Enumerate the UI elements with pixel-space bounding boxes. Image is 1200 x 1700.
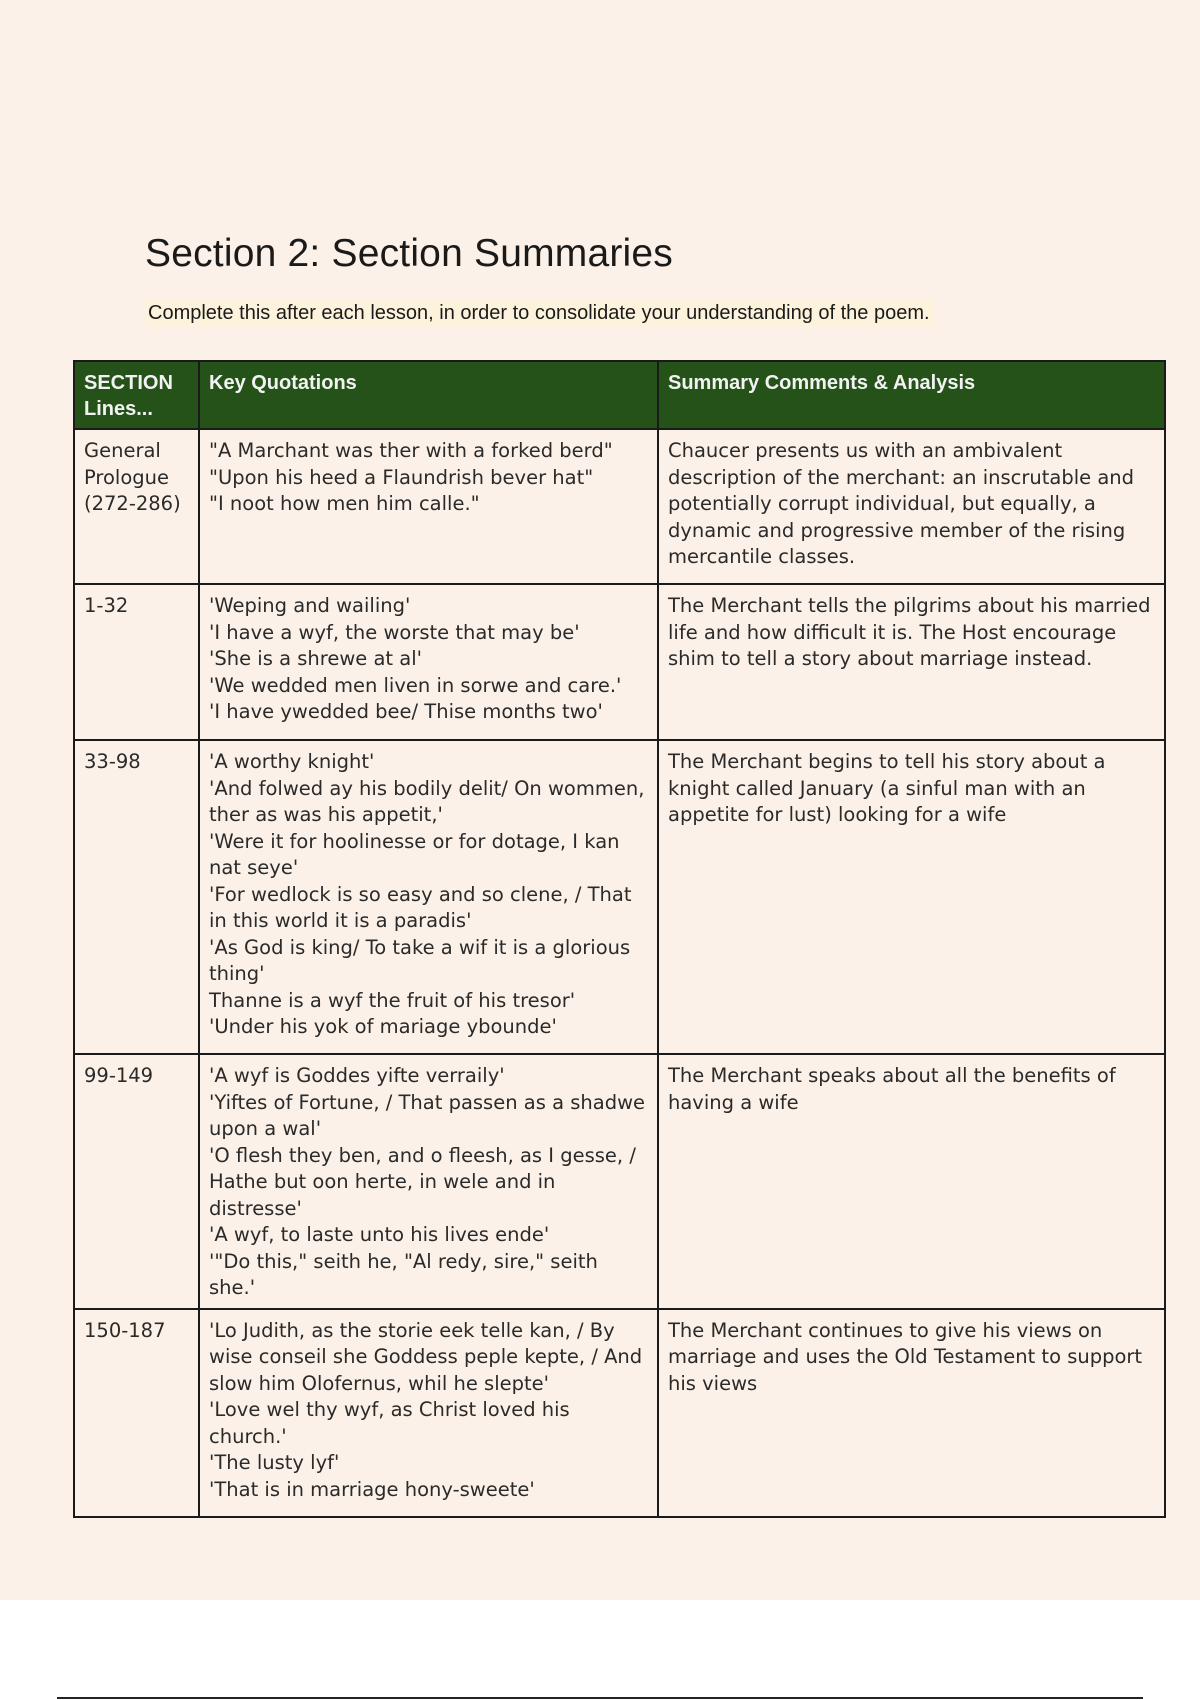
summary-cell: The Merchant speaks about all the benefits of having a wife bbox=[658, 1054, 1165, 1309]
quote: 'For wedlock is so easy and so clene, / That in this world it is a paradis' bbox=[209, 882, 632, 932]
quote: 'The lusty lyf' bbox=[209, 1451, 340, 1474]
section-line: Prologue bbox=[84, 465, 170, 489]
section-summaries-table bbox=[73, 360, 1166, 1518]
quote: 'Yiftes of Fortune, / That passen as a shadwe upon a wal' bbox=[209, 1090, 646, 1140]
summary-cell: The Merchant tells the pilgrims about his married life and how difficult it is. The Host encourage shim to tell a story about marriage instead. bbox=[658, 584, 1165, 740]
page-instructions: Complete this after each lesson, in order to consolidate your understanding of the poem. bbox=[145, 300, 933, 327]
header-section-label: SECTION bbox=[84, 372, 173, 394]
quotes-cell bbox=[199, 429, 658, 584]
quote: 'Were it for hoolinesse or for dotage, I kan nat seye' bbox=[209, 829, 620, 879]
section-line: 150-187 bbox=[84, 1318, 166, 1342]
quote: 'O flesh they ben, and o fleesh, as I gesse, / Hathe but oon herte, in wele and in distresse' bbox=[209, 1143, 636, 1220]
summary-cell: The Merchant continues to give his views on marriage and uses the Old Testament to support his views bbox=[658, 1309, 1165, 1517]
section-cell bbox=[74, 740, 199, 1054]
table-row bbox=[74, 740, 1165, 1054]
table-row bbox=[74, 429, 1165, 584]
quote: 'And folwed ay his bodily delit/ On wommen, ther as was his appetit,' bbox=[209, 776, 645, 826]
footer-divider bbox=[57, 1697, 1143, 1699]
table-row bbox=[74, 1054, 1165, 1309]
summary-cell: Chaucer presents us with an ambivalent description of the merchant: an inscrutable and potentially corrupt individual, but equally, a dynamic and progressive member of the rising mercantile classes. bbox=[658, 429, 1165, 584]
header-summary: Summary Comments & Analysis bbox=[658, 361, 1165, 429]
section-cell bbox=[74, 1054, 199, 1309]
section-cell bbox=[74, 584, 199, 740]
section-line: (272-286) bbox=[84, 492, 181, 515]
page-title: Section 2: Section Summaries bbox=[145, 232, 674, 275]
section-line: 1-32 bbox=[84, 594, 129, 617]
quote: 'She is a shrewe at al' bbox=[209, 647, 422, 670]
quote: 'I have ywedded bee/ Thise months two' bbox=[209, 700, 603, 723]
quotes-cell bbox=[199, 1054, 658, 1309]
quote: 'That is in marriage hony-sweete' bbox=[209, 1477, 535, 1501]
quote: 'Under his yok of mariage ybounde' bbox=[209, 1015, 557, 1038]
quote: '"Do this," seith he, "Al redy, sire," seith she.' bbox=[209, 1249, 598, 1299]
quote: Thanne is a wyf the fruit of his tresor' bbox=[209, 988, 576, 1012]
quotes-cell bbox=[199, 740, 658, 1054]
quote: 'Weping and wailing' bbox=[209, 594, 411, 617]
section-cell bbox=[74, 429, 199, 584]
quote: 'A wyf is Goddes yifte verraily' bbox=[209, 1064, 505, 1087]
header-key-quotations: Key Quotations bbox=[199, 361, 658, 429]
quote: "I noot how men him calle." bbox=[209, 492, 480, 515]
quote: "A Marchant was ther with a forked berd" bbox=[209, 439, 613, 462]
quote: 'A worthy knight' bbox=[209, 750, 375, 773]
table-header-row bbox=[74, 361, 1165, 429]
quotes-cell bbox=[199, 584, 658, 740]
table-row bbox=[74, 1309, 1165, 1517]
table-row bbox=[74, 584, 1165, 740]
quote: 'As God is king/ To take a wif it is a glorious thing' bbox=[209, 935, 631, 985]
quote: 'Love wel thy wyf, as Christ loved his church.' bbox=[209, 1398, 570, 1448]
quote: 'We wedded men liven in sorwe and care.' bbox=[209, 673, 622, 697]
section-line: 33-98 bbox=[84, 750, 141, 773]
section-line: General bbox=[84, 439, 161, 462]
quote: 'A wyf, to laste unto his lives ende' bbox=[209, 1223, 550, 1246]
header-section bbox=[74, 361, 199, 429]
quotes-cell bbox=[199, 1309, 658, 1517]
summary-cell: The Merchant begins to tell his story about a knight called January (a sinful man with an appetite for lust) looking for a wife bbox=[658, 740, 1165, 1054]
quote: 'Lo Judith, as the storie eek telle kan, / By wise conseil she Goddess peple kepte, / And slow him Olofernus, whil he slepte' bbox=[209, 1318, 643, 1395]
section-cell bbox=[74, 1309, 199, 1517]
section-line: 99-149 bbox=[84, 1064, 154, 1087]
header-lines-label: Lines... bbox=[84, 398, 153, 420]
quote: "Upon his heed a Flaundrish bever hat" bbox=[209, 465, 594, 489]
quote: 'I have a wyf, the worste that may be' bbox=[209, 620, 580, 644]
